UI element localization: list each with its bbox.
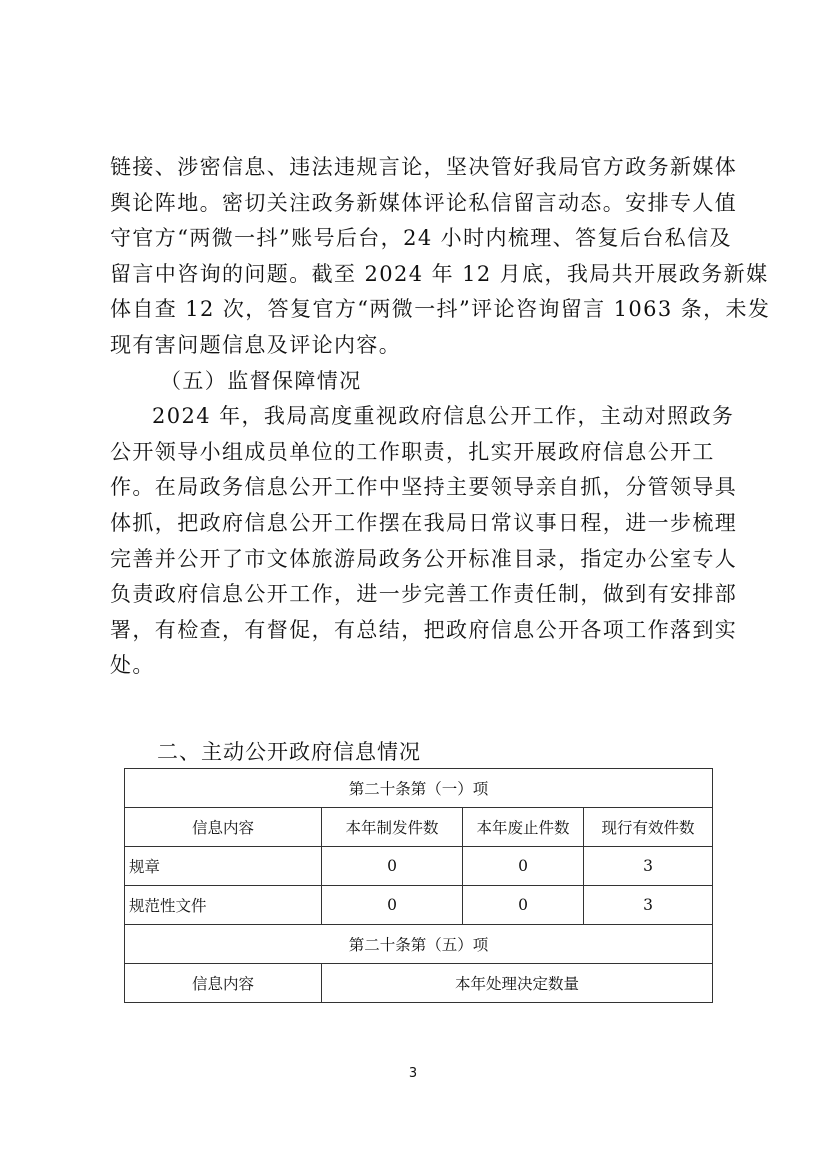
page-number: 3 — [408, 1066, 418, 1081]
table-row — [125, 847, 713, 886]
paragraph-line: 署，有检查，有督促，有总结，把政府信息公开各项工作落到实 — [110, 617, 738, 642]
header-valid: 现行有效件数 — [584, 808, 713, 847]
header-decisions: 本年处理决定数量 — [322, 964, 713, 1003]
table-header-row — [125, 808, 713, 847]
paragraph-line: 处。 — [110, 653, 155, 678]
row-issued: 0 — [322, 847, 463, 886]
table-row — [125, 886, 713, 925]
article-5-caption: 第二十条第（五）项 — [125, 925, 713, 964]
paragraph-line: 守官方“两微一抖”账号后台，24 小时内梳理、答复后台私信及 — [110, 226, 732, 251]
paragraph-line: 作。在局政务信息公开工作中坚持主要领导亲自抓，分管领导具 — [110, 475, 738, 500]
paragraph-line: 留言中咨询的问题。截至 2024 年 12 月底，我局共开展政务新媒 — [110, 261, 769, 286]
paragraph-line: 2024 年，我局高度重视政府信息公开工作，主动对照政务 — [152, 404, 735, 429]
row-abolished: 0 — [463, 886, 584, 925]
row-issued: 0 — [322, 886, 463, 925]
paragraph-line: 体自查 12 次，答复官方“两微一抖”评论咨询留言 1063 条，未发 — [110, 297, 771, 322]
paragraph-line: 负责政府信息公开工作，进一步完善工作责任制，做到有安排部 — [110, 582, 738, 607]
row-valid: 3 — [584, 886, 713, 925]
table-caption-row — [125, 769, 713, 808]
paragraph-line: 体抓，把政府信息公开工作摆在我局日常议事日程，进一步梳理 — [110, 510, 738, 535]
row-valid: 3 — [584, 847, 713, 886]
header-info-content: 信息内容 — [125, 964, 322, 1003]
row-label: 规范性文件 — [125, 886, 322, 925]
body-text — [110, 150, 771, 684]
header-abolished: 本年废止件数 — [463, 808, 584, 847]
paragraph-line: 完善并公开了市文体旅游局政务公开标准目录，指定办公室专人 — [110, 546, 738, 571]
article-1-caption: 第二十条第（一）项 — [125, 769, 713, 808]
paragraph-line: 舆论阵地。密切关注政务新媒体评论私信留言动态。安排专人值 — [110, 190, 738, 215]
header-info-content: 信息内容 — [125, 808, 322, 847]
paragraph-line: 公开领导小组成员单位的工作职责，扎实开展政府信息公开工 — [110, 439, 715, 464]
table-header-row — [125, 964, 713, 1003]
row-label: 规章 — [125, 847, 322, 886]
row-abolished: 0 — [463, 847, 584, 886]
subsection-heading: （五）监督保障情况 — [160, 368, 362, 393]
header-issued: 本年制发件数 — [322, 808, 463, 847]
paragraph-line: 链接、涉密信息、违法违规言论，坚决管好我局官方政务新媒体 — [110, 155, 738, 179]
section-heading: 二、主动公开政府信息情况 — [157, 740, 421, 764]
paragraph-line: 现有害问题信息及评论内容。 — [110, 332, 402, 357]
table-caption-row — [125, 925, 713, 964]
disclosure-table — [124, 768, 713, 1003]
